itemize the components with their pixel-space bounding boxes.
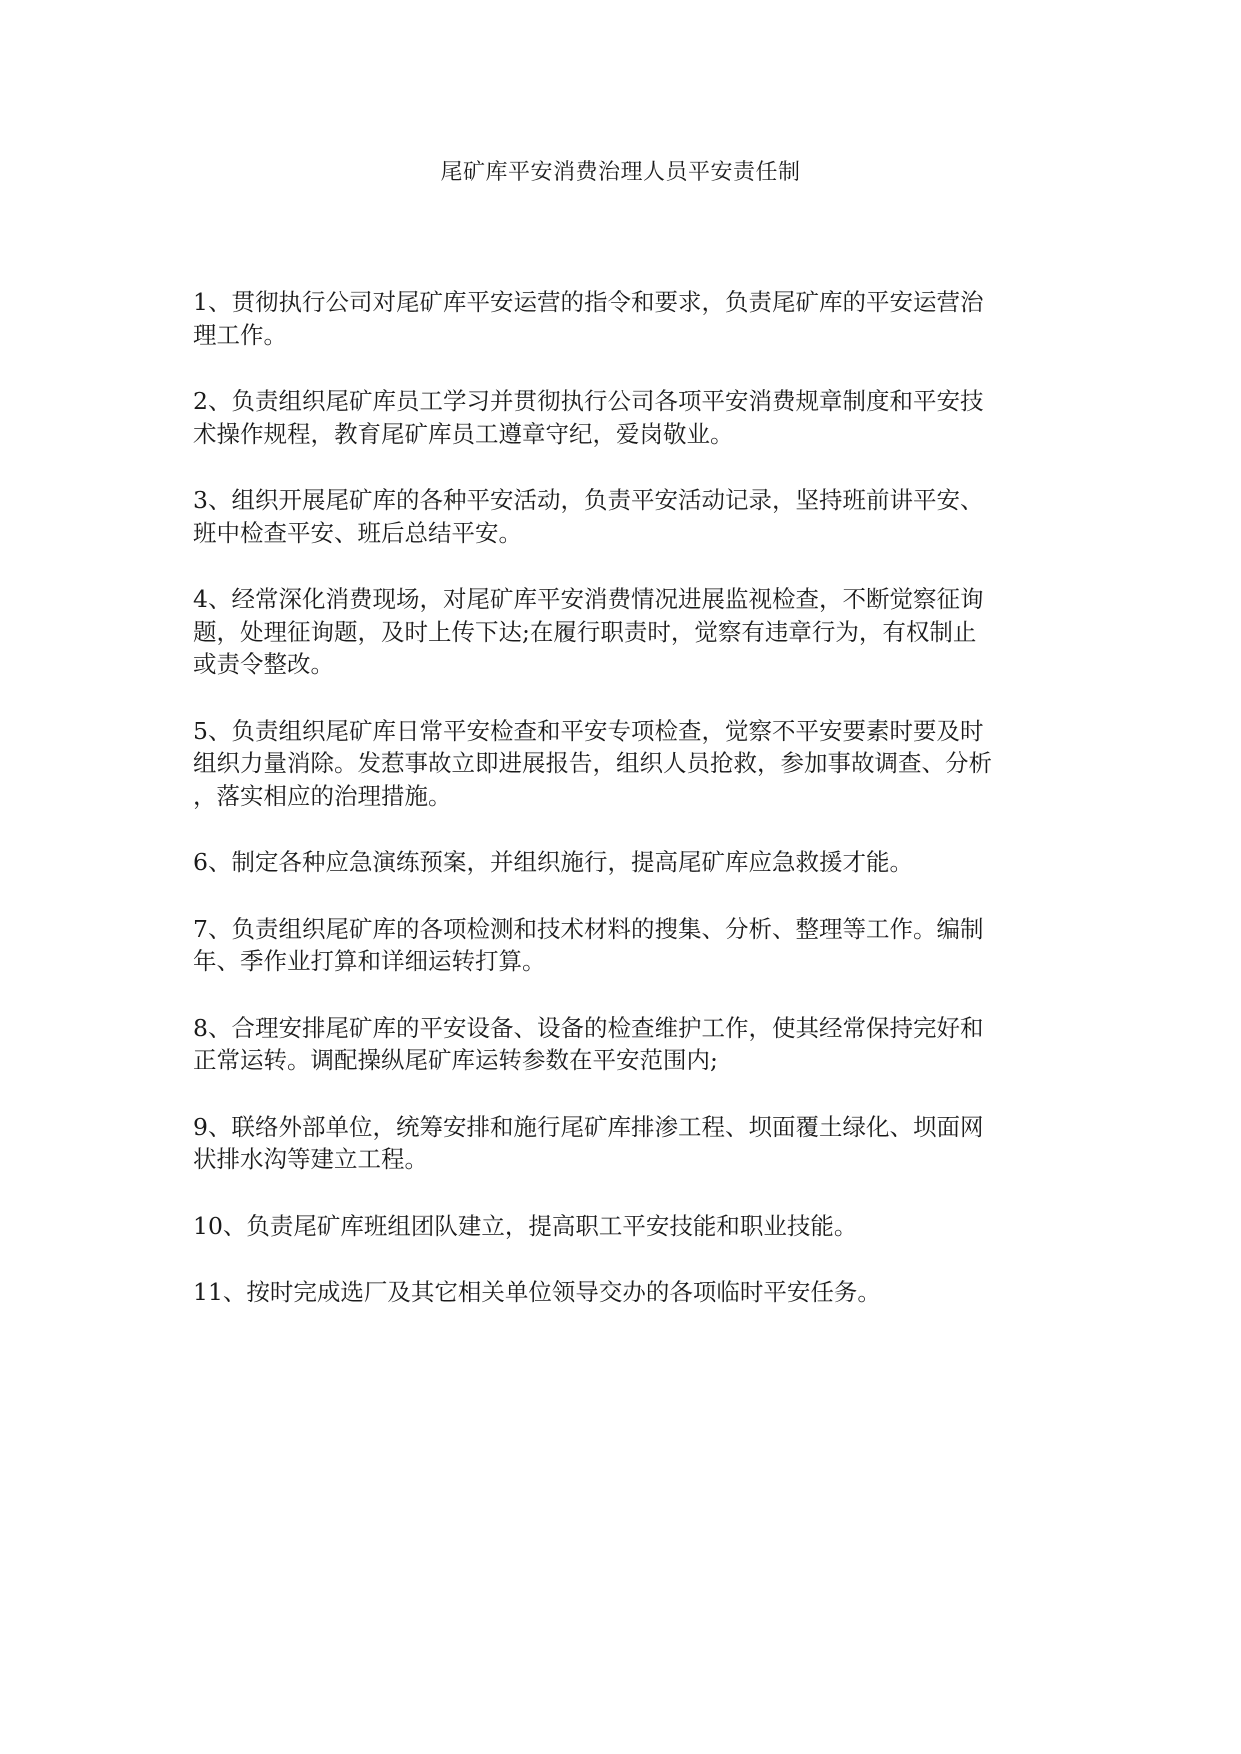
clause-5: 5、负责组织尾矿库日常平安检查和平安专项检查，觉察不平安要素时要及时 组织力量消除。发惹事故立即进展报告，组织人员抢救，参加事故调查、分析 ，落实相应的治理措施。 xyxy=(193,716,992,810)
clause-1: 1、贯彻执行公司对尾矿库平安运营的指令和要求，负责尾矿库的平安运营治 理工作。 xyxy=(193,288,984,349)
clause-2: 2、负责组织尾矿库员工学习并贯彻执行公司各项平安消费规章制度和平安技 术操作规程，教育尾矿库员工遵章守纪，爱岗敬业。 xyxy=(193,387,984,448)
clause-4: 4、经常深化消费现场，对尾矿库平安消费情况进展监视检查，不断觉察征询 题，处理征询题，及时上传下达;在履行职责时，觉察有违章行为，有权制止 或责令整改。 xyxy=(193,585,984,678)
clause-11: 11、按时完成选厂及其它相关单位领导交办的各项临时平安任务。 xyxy=(193,1278,881,1306)
clause-list xyxy=(193,286,1049,1343)
clause-9: 9、联络外部单位，统筹安排和施行尾矿库排渗工程、坝面覆土绿化、坝面网 状排水沟等建立工程。 xyxy=(193,1112,984,1173)
document-title: 尾矿库平安消费治理人员平安责任制 xyxy=(440,160,801,185)
clause-7: 7、负责组织尾矿库的各项检测和技术材料的搜集、分析、整理等工作。编制 年、季作业打算和详细运转打算。 xyxy=(193,914,984,975)
clause-3: 3、组织开展尾矿库的各种平安活动，负责平安活动记录，坚持班前讲平安、 班中检查平安、班后总结平安。 xyxy=(193,486,984,547)
clause-10: 10、负责尾矿库班组团队建立，提高职工平安技能和职业技能。 xyxy=(193,1211,858,1240)
clause-8: 8、合理安排尾矿库的平安设备、设备的检查维护工作，使其经常保持完好和 正常运转。调配操纵尾矿库运转参数在平安范围内; xyxy=(193,1013,984,1074)
clause-6: 6、制定各种应急演练预案，并组织施行，提高尾矿库应急救援才能。 xyxy=(193,848,913,876)
